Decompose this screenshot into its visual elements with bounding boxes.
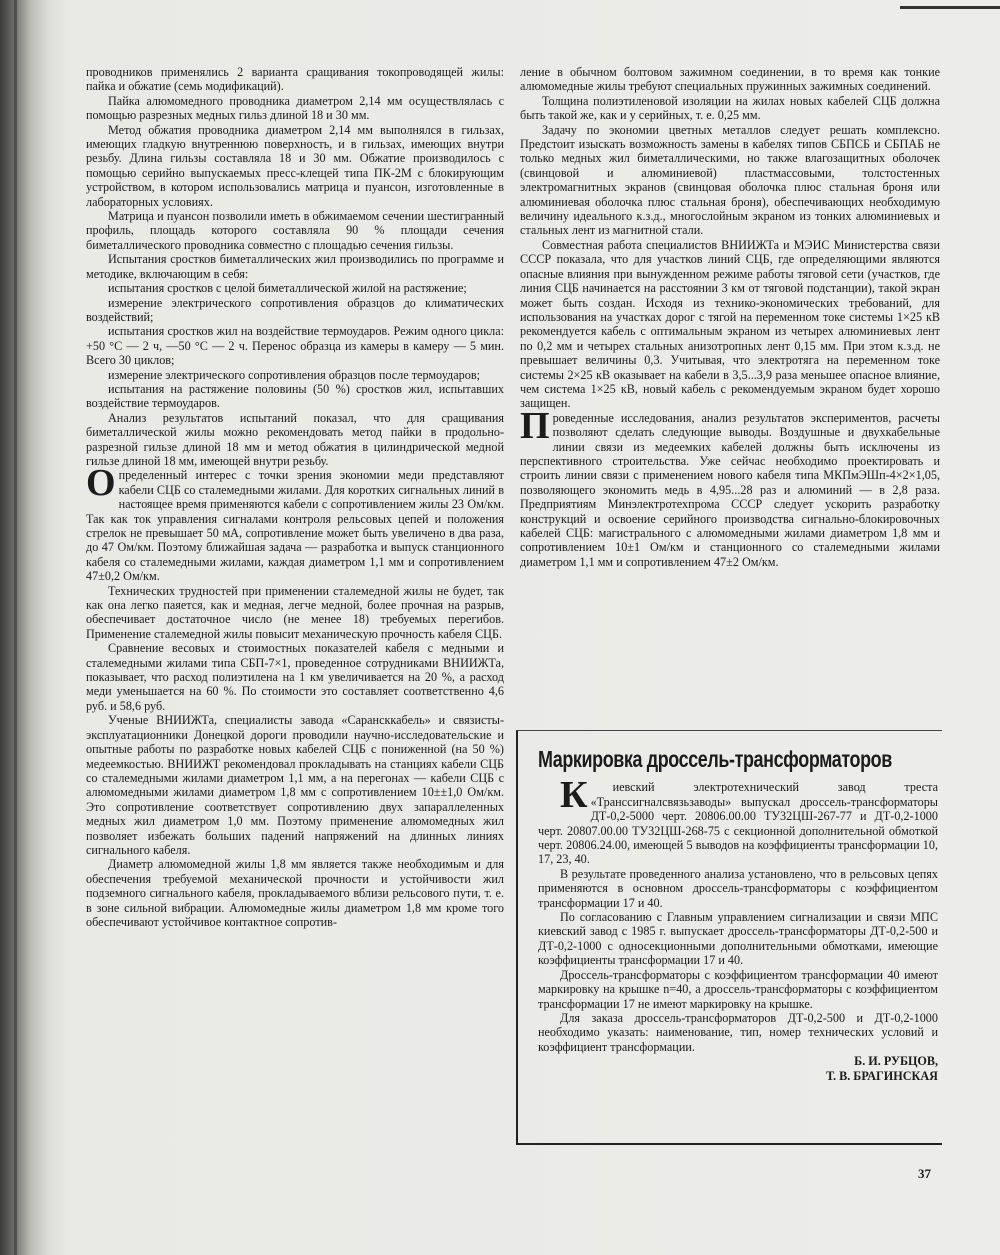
paragraph: измерение электрического сопротивления образцов до климатических воздействий; bbox=[86, 295, 504, 324]
box-body bbox=[538, 774, 938, 1054]
paragraph: Сравнение весовых и стоимостных показателей кабеля с медными и сталемедными жилами типа СБП-7×1, проведенное сотрудниками ВНИИЖТа, показывает, что расход полиэтилена на 1 км увеличивается на 20 %, а расход меди уменьшается на 60 %. По стоимости это составляет соответственно 4,6 руб. и 58,6 руб. bbox=[86, 641, 504, 713]
paragraph: ление в обычном болтовом зажимном соединении, в то время как тонкие алюмомедные жилы требуют специальных пружинных зажимных соединений. bbox=[520, 65, 940, 94]
paragraph: Киевский электротехнический завод треста «Транссигналсвязьзаводы» выпускал дроссель-трансформаторы ДТ-0,2-5000 черт. 20806.00.00 ТУ32ЦШ-267-77 и ДТ-0,2-1000 черт. 20807.00.00 ТУ32ЦШ-268-75 с секционной дополнительной обмоткой черт. 20806.24.00, имеющей 5 выводов на коэффициенты трансформации 10, 17, 23, 40. bbox=[538, 774, 938, 867]
box-title: Маркировка дроссель-трансформаторов bbox=[538, 746, 892, 772]
paragraph: Матрица и пуансон позволили иметь в обжимаемом сечении шестигранный профиль, площадь которого составляла 90 % площади сечения биметаллического проводника совместно с площадью сечения гильзы. bbox=[86, 209, 504, 252]
paragraph: проводников применялись 2 варианта сращивания токопроводящей жилы: пайка и обжатие (семь модификаций). bbox=[86, 65, 504, 94]
paragraph: испытания на растяжение половины (50 %) сростков жил, испытавших воздействие термоударов. bbox=[86, 381, 504, 411]
article-box bbox=[538, 746, 938, 1083]
paragraph: Толщина полиэтиленовой изоляции на жилах новых кабелей СЦБ должна быть такой же, как и у серийных, т. е. 0,25 мм. bbox=[520, 93, 940, 123]
top-rule bbox=[900, 6, 1000, 9]
paragraph: испытания сростков с целой биметаллической жилой на растяжение; bbox=[108, 281, 467, 296]
author-2: Т. В. БРАГИНСКАЯ bbox=[826, 1068, 938, 1083]
author-1: Б. И. РУБЦОВ, bbox=[854, 1054, 938, 1069]
paragraph: Ученые ВНИИЖТа, специалисты завода «Сарансккабель» и связисты-эксплуатационники Донецкой дороги проводили научно-исследовательские и опытные работы по разработке новых кабелей СЦБ с пониженной (на 50 %) медеемкостью. ВНИИЖТ рекомендовал прокладывать на станциях кабели СЦБ со сталемедными жилами диаметром 1,1 мм, а на перегонах — кабели СЦБ с алюмомедными жилами диаметром 1,8 мм с сопротивлением 10±±1,0 Ом/км. Это сопротивление соответствует сопротивлению двух запараллеленных медных жил диаметром 1,0 мм. Поэтому применение алюмомедных жил позволяет избежать больших падений напряжений на длинных линиях сигнального кабеля. bbox=[86, 713, 504, 857]
left-column bbox=[86, 65, 504, 929]
paragraph: В результате проведенного анализа установлено, что в рельсовых цепях применяются в основном дроссель-трансформаторы с коэффициентом трансформации 17 и 40. bbox=[538, 866, 938, 910]
paragraph: Испытания сростков биметаллических жил производились по программе и методике, включающим в себя: bbox=[86, 252, 504, 281]
paragraph: Определенный интерес с точки зрения экономии меди представляют кабели СЦБ со сталемедными жилами. Для коротких сигнальных линий в настоящее время применяются кабели с сопротивлением жилы 23 Ом/км. Так как ток управления сигналами контроля рельсовых цепей и положения стрелок не превышает 50 мА, сопротивление может быть увеличено в два раза, до 47 Ом/км. Поэтому ближайшая задача — разработка и выпуск станционного кабеля со сталемедными жилами, каждая диаметром 1,1 мм и сопротивлением 47±0,2 Ом/км. bbox=[86, 462, 504, 584]
paragraph: Метод обжатия проводника диаметром 2,14 мм выполнялся в гильзах, имеющих гладкую внутреннюю поверхность, и в гильзах, имеющих внутри резьбу. Длина гильзы составляла 18 и 30 мм. Обжатие производилось с помощью серийно выпускаемых пресс-клещей типа ПК-2М с блокирующим устройством, в котором использовались матрица и пуансон, изготовленные в лабораторных условиях. bbox=[86, 122, 504, 209]
right-column bbox=[520, 65, 940, 569]
paragraph: Для заказа дроссель-трансформаторов ДТ-0,2-500 и ДТ-0,2-1000 необходимо указать: наименование, тип, номер технических условий и коэффициент трансформации. bbox=[538, 1010, 938, 1054]
paragraph: Проведенные исследования, анализ результатов экспериментов, расчеты позволяют сделать следующие выводы. Воздушные и двухкабельные линии связи из медеемких кабелей должны быть исключены из перспективного строительства. Уже сейчас необходимо проектировать и строить линии связи с применением нового кабеля типа МКПмЭШп-4×2×1,05, позволяющего экономить медь в 4,95...28 раз и алюминий — в 2,8 раза. Предприятиям Минэлектротехпрома СССР следует ускорить разработку конструкций и освоение серийного производства сигнально-блокировочных кабелей СЦБ: магистрального с алюмомедными жилами диаметром 1,8 мм и сопротивлением 10±1 Ом/км и станционного со сталемедными жилами диаметром 1,1 мм и сопротивлением 47±2 Ом/км. bbox=[520, 404, 940, 569]
paragraph: измерение электрического сопротивления образцов после термоударов; bbox=[108, 367, 480, 382]
paragraph: Анализ результатов испытаний показал, что для сращивания биметаллической жилы можно рекомендовать метод пайки в продольно-разрезной гильзе длиной 18 мм и метод обжатия в цилиндрической медной гильзе длиной 18 мм, имеющей внутри резьбу. bbox=[86, 410, 504, 468]
page-number: 37 bbox=[918, 1166, 931, 1181]
paragraph: Дроссель-трансформаторы с коэффициентом трансформации 40 имеют маркировку на крышке n=40, а дроссель-трансформаторы с коэффициентом трансформации 17 не имеют маркировку на крышке. bbox=[538, 967, 938, 1011]
paragraph: Пайка алюмомедного проводника диаметром 2,14 мм осуществлялась с помощью разрезных медных гильз длиной 18 и 30 мм. bbox=[86, 93, 504, 123]
paragraph: Диаметр алюмомедной жилы 1,8 мм является также необходимым и для обеспечения требуемой механической прочности и устойчивости жил подземного сигнального кабеля, прокладываемого вблизи рельсового пути, т. е. в зоне сильной вибрации. Алюмомедные жилы диаметром 1,8 мм кроме того обеспечивают устойчивое контактное сопротив- bbox=[86, 857, 504, 929]
paragraph: По согласованию с Главным управлением сигнализации и связи МПС киевский завод с 1985 г. выпускает дроссель-трансформаторы ДТ-0,2-500 и ДТ-0,2-1000 с односекционными дополнительными обмотками, имеющие коэффициенты трансформации 17 и 40. bbox=[538, 910, 938, 968]
paragraph: Технических трудностей при применении сталемедной жилы не будет, так как она легко паяется, как и медная, легче медной, более прочная на разрыв, обеспечивает достаточное число (не менее 18) требуемых перегибов. Применение сталемедной жилы повысит механическую прочность кабеля СЦБ. bbox=[86, 583, 504, 641]
paragraph: Совместная работа специалистов ВНИИЖТа и МЭИС Министерства связи СССР показала, что для участков линий СЦБ, где определяющими являются опасные влияния при вынужденном режиме работы тяговой сети (участков, где линия СЦБ начинается на расстоянии 3 км от тяговой подстанции), такой экран может быть создан. Исходя из технико-экономических требований, для использования на участках дорог с тягой на переменном токе системы 1×25 кВ рекомендуется кабель с оптимальным экраном из четырех алюминиевых лент по 0,2 мм и четырех стальных анизотропных лент 0,15 мм. При этом к.з.д. не превышает величины 0,3. Учитывая, что электротяга на переменном токе системы 2×25 кВ оказывает на кабели в 3,5...3,9 раза меньшее опасное влияние, чем система 1×25 кВ, новый кабель с рекомендуемым экраном будет хорошо защищен. bbox=[520, 237, 940, 411]
paragraph: испытания сростков жил на воздействие термоударов. Режим одного цикла: +50 °С — 2 ч, —50 °С — 2 ч. Перенос образца из камеры в камеру — 5 мин. Всего 30 циклов; bbox=[86, 324, 504, 368]
paragraph: Задачу по экономии цветных металлов следует решать комплексно. Предстоит изыскать возможность замены в кабелях типов СБПСБ и СБПАБ не только медных жил биметаллическими, но также влагозащитных оболочек (свинцовой и алюминиевой) пластмассовыми, толстостенных электромагнитных экранов (свинцовая оболочка плюс стальная броня или алюминиевая оболочка плюс стальная броня), обеспечивающих необходимую величину идеального к.з.д., многослойным экраном из тонких алюминиевых и стальных лент из магнитной стали. bbox=[520, 122, 940, 238]
binding-edge bbox=[14, 0, 17, 1255]
